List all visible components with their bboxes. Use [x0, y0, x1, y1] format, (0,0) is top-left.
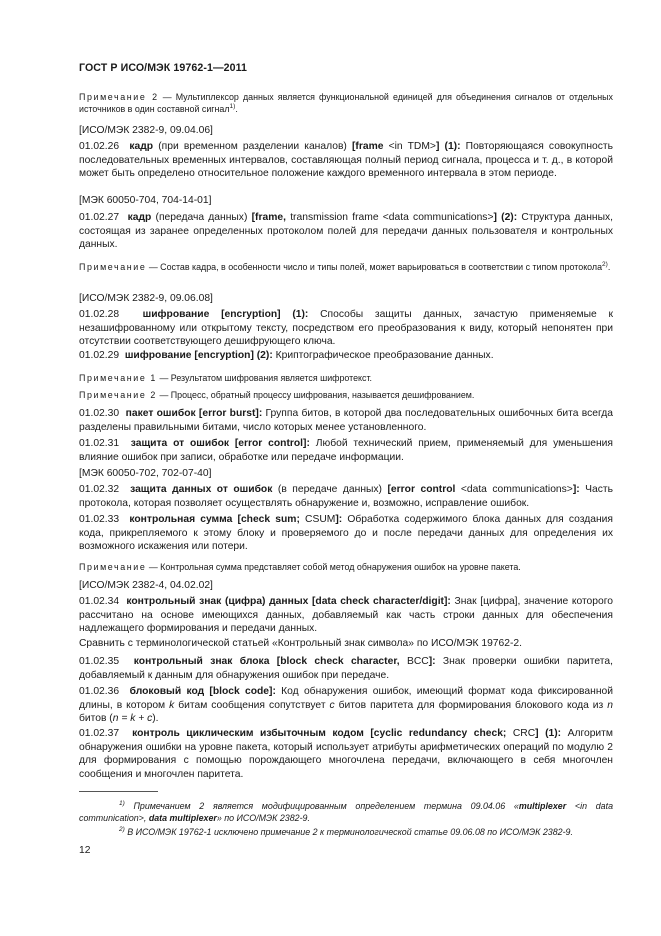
term-entry-01-02-35: 01.02.35 контрольный знак блока [block check character, BCC]: Знак проверки ошибки паритета, добавляемый к данным для обнаружения ошибок при передаче. — [79, 656, 613, 681]
footnote-1: $^{1)}$ Примечанием 2 является модифицированным определением термина 09.04.06 «multiplexer <in data communication>, data multiplexer» по ИСО/МЭК 2382-9. — [79, 800, 614, 823]
source-reference: [ИСО/МЭК 2382-9, 09.06.08] — [79, 293, 213, 304]
page-number: 12 — [79, 845, 91, 856]
term-entry-01-02-37: 01.02.37 контроль циклическим избыточным кодом [cyclic redundancy check; CRC] (1): Алгоритм обнаружения ошибки на уровне пакета, который использует атрибуты арифметических операций по модулю 2 для формирования с помощью порождающего многочлена передачи, включающего в себя многочлен сообщения и многочлен паритета. — [79, 728, 613, 780]
term-entry-01-02-34: 01.02.34 контрольный знак (цифра) данных [data check character/digit]: Знак [цифра], значение которого рассчитано на основе имеющихся данных, добавляемый как часть строки данных для обеспечения надлежащего формирования и передачи данных. — [79, 596, 613, 635]
term-entry-01-02-31: 01.02.31 защита от ошибок [error control]: Любой технический прием, применяемый для уменьшения влияние ошибок при записи, обработке или передаче информации. — [79, 438, 613, 463]
footnote-divider — [79, 791, 158, 792]
note-frame: Примечание — Состав кадра, в особенности число и типы полей, может варьироваться в соответствии с типом протокола$^{2)}$. — [79, 261, 611, 272]
term-entry-01-02-30: 01.02.30 пакет ошибок [error burst]: Группа битов, в которой два последовательных ошибочных бита всегда разделены правильными битами, число которых менее установленного. — [79, 408, 613, 433]
document-header: ГОСТ Р ИСО/МЭК 19762-1—2011 — [79, 62, 248, 74]
source-reference: [ИСО/МЭК 2382-4, 04.02.02] — [79, 580, 213, 591]
note-encryption-2: Примечание 2 — Процесс, обратный процессу шифрования, называется дешифрованием. — [79, 390, 475, 400]
note-encryption-1: Примечание 1 — Результатом шифрования является шифротекст. — [79, 373, 373, 383]
note-check-sum: Примечание — Контрольная сумма представляет собой метод обнаружения ошибок на уровне пакета. — [79, 562, 521, 572]
term-entry-01-02-28: 01.02.28 шифрование [encryption] (1): Способы защиты данных, зачастую применяемые к незашифрованному или открытому тексту, посредством его преобразования к виду, который непонятен при отсутствии соответствующего дешифрующего ключа. — [79, 309, 613, 348]
compare-note: Сравнить с терминологической статьей «Контрольный знак символа» по ИСО/МЭК 19762-2. — [79, 638, 522, 649]
term-entry-01-02-36: 01.02.36 блоковый код [block code]: Код обнаружения ошибок, имеющий формат кода фиксированной длины, в котором k битам сообщения сопутствует c битов паритета для формирования блокового кода из n битов (n = k + c). — [79, 686, 613, 725]
term-entry-01-02-27: 01.02.27 кадр (передача данных) [frame, transmission frame <data communications>] (2): Структура данных, состоящая из заранее определенных протоколом полей для передачи данных пользователя и контрольных данных. — [79, 212, 614, 251]
term-entry-01-02-26: 01.02.26 кадр (при временном разделении каналов) [frame <in TDM>] (1): Повторяющаяся совокупность последовательных временных интервалов, составляющая полный период сигнала, процесса и т. д., в которой может быть определено относительное положение каждого временного интервала в этом периоде. — [79, 141, 613, 180]
term-entry-01-02-32: 01.02.32 защита данных от ошибок (в передаче данных) [error control <data communications>]: Часть протокола, которая позволяет осуществлять обнаружение и, возможно, исправление ошибок. — [79, 484, 614, 509]
source-reference: [ИСО/МЭК 2382-9, 09.04.06] — [79, 125, 213, 136]
term-entry-01-02-33: 01.02.33 контрольная сумма [check sum; CSUM]: Обработка содержимого блока данных для создания кода, прикрепляемого к этому блоку и проверяемого до и после передачи данных для определения их возможного искажения или потери. — [79, 514, 613, 553]
footnote-2: $^{2)}$ В ИСО/МЭК 19762-1 исключено примечание 2 к терминологической статье 09.06.08 по ИСО/МЭК 2382-9. — [119, 826, 573, 837]
source-reference: [МЭК 60050-702, 702-07-40] — [79, 468, 212, 479]
term-entry-01-02-29: 01.02.29 шифрование [encryption] (2): Криптографическое преобразование данных. — [79, 350, 494, 361]
note-multiplexer: Примечание 2 — Мультиплексор данных является функциональной единицей для объединения сигналов от отдельных источников в один составной сигнал$^{1)}$. — [79, 92, 613, 114]
source-reference: [МЭК 60050-704, 704-14-01] — [79, 195, 212, 206]
